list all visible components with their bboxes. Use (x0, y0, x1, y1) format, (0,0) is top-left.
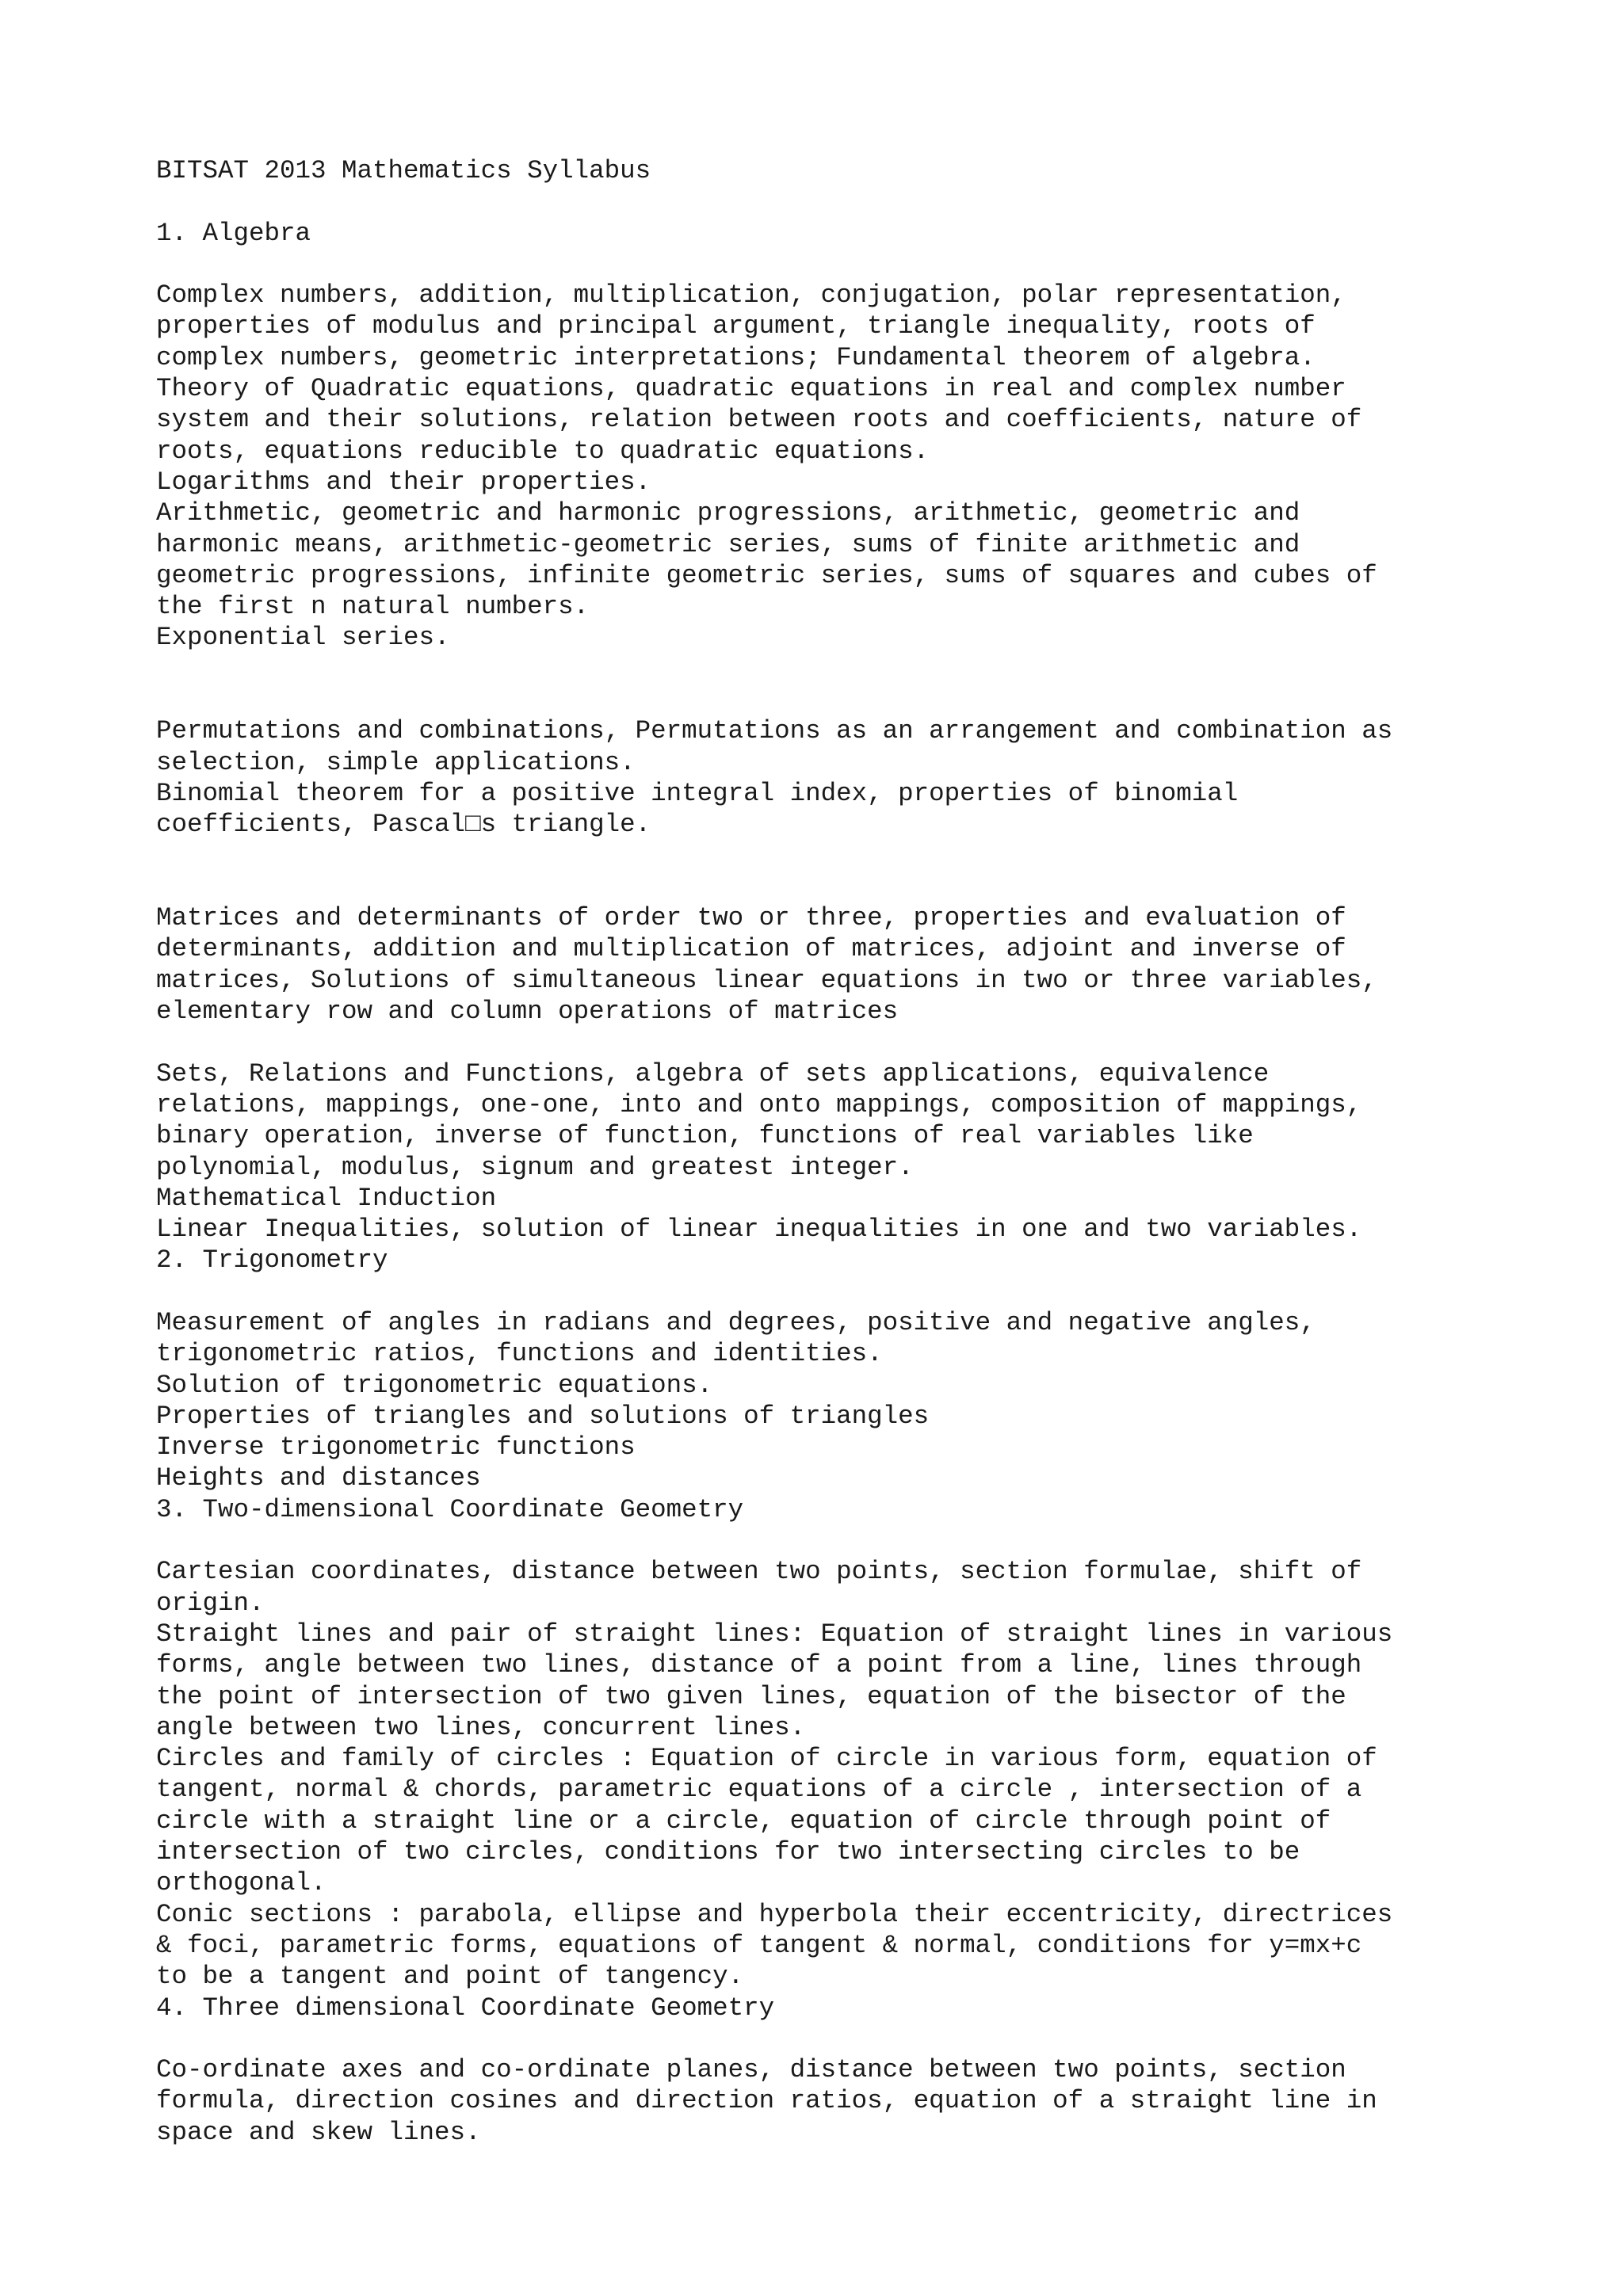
text-line: Logarithms and their properties. (156, 467, 651, 497)
text-line: complex numbers, geometric interpretations; Fundamental theorem of algebra. (156, 342, 1316, 372)
text-line: selection, simple applications. (156, 747, 636, 777)
text-line: 2. Trigonometry (156, 1245, 388, 1276)
text-line: Measurement of angles in radians and degrees, positive and negative angles, (156, 1307, 1316, 1337)
blank-line (156, 685, 1598, 715)
text-line: determinants, addition and multiplication of matrices, adjoint and inverse of (156, 934, 1346, 964)
blank-line (156, 186, 1598, 217)
text-line: Co-ordinate axes and co-ordinate planes, distance between two points, section (156, 2055, 1346, 2085)
text-line: 3. Two-dimensional Coordinate Geometry (156, 1494, 744, 1524)
text-line: 1. Algebra (156, 218, 311, 248)
text-line: Sets, Relations and Functions, algebra of sets applications, equivalence (156, 1058, 1270, 1089)
text-line: angle between two lines, concurrent lines. (156, 1712, 806, 1742)
text-line: Solution of trigonometric equations. (156, 1370, 713, 1400)
text-line: 4. Three dimensional Coordinate Geometry (156, 1993, 775, 2023)
text-line: Matrices and determinants of order two or three, properties and evaluation of (156, 903, 1346, 933)
document-text (156, 155, 1598, 2148)
text-line: formula, direction cosines and direction ratios, equation of a straight line in (156, 2086, 1377, 2116)
text-line: elementary row and column operations of matrices (156, 997, 899, 1027)
text-line: Binomial theorem for a positive integral index, properties of binomial (156, 778, 1239, 808)
text-line: orthogonal. (156, 1868, 327, 1898)
text-line: polynomial, modulus, signum and greatest integer. (156, 1152, 914, 1182)
text-line: geometric progressions, infinite geometric series, sums of squares and cubes of (156, 560, 1377, 590)
text-line: Heights and distances (156, 1463, 481, 1493)
blank-line (156, 871, 1598, 902)
text-line: Cartesian coordinates, distance between two points, section formulae, shift of (156, 1557, 1362, 1587)
text-line: to be a tangent and point of tangency. (156, 1962, 744, 1992)
text-line: Exponential series. (156, 623, 450, 653)
text-line: BITSAT 2013 Mathematics Syllabus (156, 156, 651, 185)
text-line: binary operation, inverse of function, functions of real variables like (156, 1121, 1254, 1151)
text-line: Mathematical Induction (156, 1183, 497, 1213)
text-line: Inverse trigonometric functions (156, 1432, 636, 1463)
text-line: the point of intersection of two given lines, equation of the bisector of the (156, 1681, 1346, 1711)
text-line: tangent, normal & chords, parametric equations of a circle , intersection of a (156, 1775, 1362, 1805)
text-line: Permutations and combinations, Permutations as an arrangement and combination as (156, 716, 1393, 746)
text-line: roots, equations reducible to quadratic equations. (156, 436, 930, 466)
text-line: system and their solutions, relation between roots and coefficients, nature of (156, 405, 1362, 435)
text-line: Straight lines and pair of straight lines: Equation of straight lines in various (156, 1619, 1393, 1649)
text-line: Properties of triangles and solutions of triangles (156, 1401, 930, 1431)
text-line: the first n natural numbers. (156, 592, 590, 622)
text-line: properties of modulus and principal argument, triangle inequality, roots of (156, 311, 1316, 341)
blank-line (156, 249, 1598, 280)
blank-line (156, 654, 1598, 685)
blank-line (156, 2023, 1598, 2054)
text-line: circle with a straight line or a circle, equation of circle through point of (156, 1806, 1331, 1836)
text-line: & foci, parametric forms, equations of tangent & normal, conditions for y=mx+c (156, 1930, 1362, 1960)
text-line: forms, angle between two lines, distance of a point from a line, lines through (156, 1650, 1362, 1680)
text-line: Arithmetic, geometric and harmonic progressions, arithmetic, geometric and (156, 498, 1300, 528)
text-line: matrices, Solutions of simultaneous linear equations in two or three variables, (156, 965, 1377, 995)
blank-line (156, 841, 1598, 871)
text-line: intersection of two circles, conditions for two intersecting circles to be (156, 1837, 1300, 1867)
blank-line (156, 1276, 1598, 1307)
text-line: Conic sections : parabola, ellipse and hyperbola their eccentricity, directrices (156, 1899, 1393, 1929)
text-line: space and skew lines. (156, 2117, 481, 2147)
text-line: Complex numbers, addition, multiplication, conjugation, polar representation, (156, 280, 1346, 311)
blank-line (156, 1027, 1598, 1058)
text-line: Circles and family of circles : Equation of circle in various form, equation of (156, 1744, 1377, 1774)
blank-line (156, 1525, 1598, 1556)
text-line: trigonometric ratios, functions and identities. (156, 1339, 883, 1369)
text-line: origin. (156, 1588, 265, 1618)
text-line: harmonic means, arithmetic-geometric series, sums of finite arithmetic and (156, 529, 1300, 559)
text-line: Theory of Quadratic equations, quadratic equations in real and complex number (156, 374, 1346, 404)
text-line: coefficients, Pascal□s triangle. (156, 810, 651, 840)
text-line: relations, mappings, one-one, into and onto mappings, composition of mappings, (156, 1089, 1362, 1119)
text-line: Linear Inequalities, solution of linear inequalities in one and two variables. (156, 1215, 1362, 1245)
